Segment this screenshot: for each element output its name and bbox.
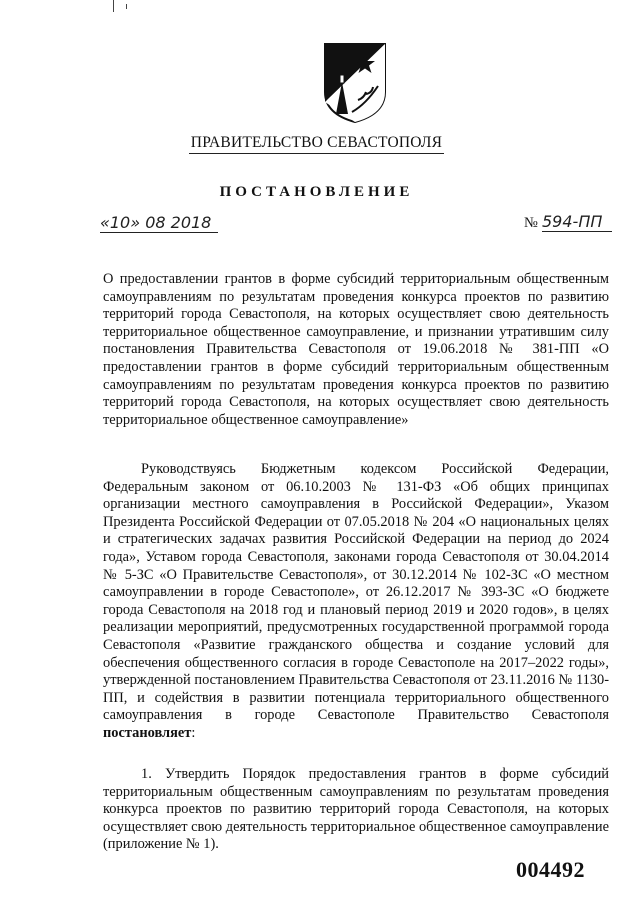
coat-of-arms-icon xyxy=(322,42,388,124)
number-label: № xyxy=(524,215,538,231)
resolution-item-1: 1. Утвердить Порядок предоставления грантов в форме субсидий территориальным общественным самоуправлениям по результатам проведения конкурса проектов по развитию территорий города Севастополя, на которых осуществляет свою деятельность территориальное общественное самоуправление (приложение № 1). xyxy=(103,766,609,853)
preamble-text: Руководствуясь Бюджетным кодексом Российской Федерации, Федеральным законом от 06.10.2003 № 131-ФЗ «Об общих принципах организации местного самоуправления в Российской Федерации», Указом Президента Российской Федерации от 07.05.2018 № 204 «О национальных целях и стратегических задачах развития Российской Федерации на период до 2024 года», Уставом города Севастополя, законами города Севастополя от 30.04.2014 № 5-ЗС «О Правительстве Севастополя», от 30.12.2014 № 102-ЗС «О местном самоуправлении в городе Севастополе», от 26.12.2017 № 393-ЗС «О бюджете города Севастополя на 2018 год и плановый период 2019 и 2020 годов», в целях реализации мероприятий, предусмотренных государственной программой города Севастополя «Развитие гражданского общества и создание условий для обеспечения общественного согласия в городе Севастополе на 2017–2022 годы», утвержденной постановлением Правительства Севастополя от 23.11.2016 № 1130-ПП, и содействия в развитии потенциала территориального общественного самоуправления в городе Севастополе Правительство Севастополя xyxy=(103,461,609,724)
preamble-end: : xyxy=(191,724,196,741)
organization-name xyxy=(0,134,633,152)
preamble-paragraph xyxy=(103,461,609,743)
scan-mark xyxy=(113,0,114,12)
organization-name-text: ПРАВИТЕЛЬСТВО СЕВАСТОПОЛЯ xyxy=(189,134,444,154)
resolution-verb: постановляет xyxy=(103,724,192,741)
document-subject: О предоставлении грантов в форме субсидий территориальным общественным самоуправлениям по результатам проведения конкурса проектов по развитию территорий города Севастополя, на которых осуществляет свою деятельность территориальное общественное самоуправление, и признании утратившим силу постановления Правительства Севастополя от 19.06.2018 № 381-ПП «О предоставлении грантов в форме субсидий территориальным общественным самоуправлениям по результатам проведения конкурса проектов по развитию территорий города Севастополя, на которых осуществляет свою деятельность территориальное общественное самоуправление» xyxy=(103,271,609,428)
document-date: «10» 08 2018 xyxy=(100,214,218,233)
scan-mark xyxy=(126,4,127,9)
document-number: 594-ПП xyxy=(542,213,612,232)
document-type: ПОСТАНОВЛЕНИЕ xyxy=(219,184,414,200)
form-serial-number: 004492 xyxy=(516,857,585,882)
